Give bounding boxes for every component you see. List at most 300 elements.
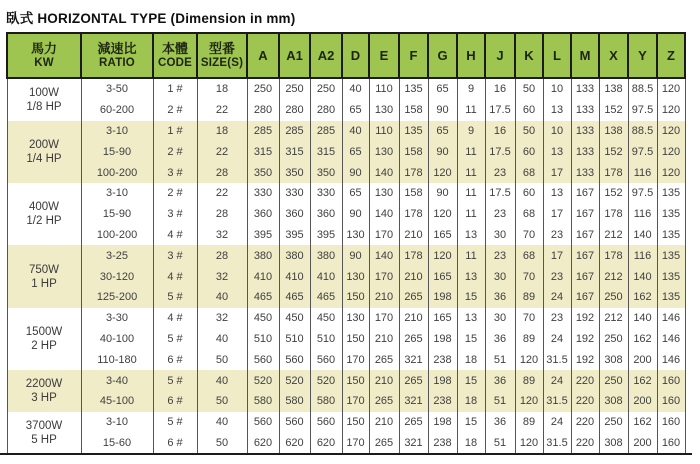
dim-cell-m: 167 [571,287,599,308]
dim-cell-g: 65 [428,78,457,100]
dim-cell-e: 265 [369,349,399,370]
dim-cell-x: 138 [599,78,628,100]
dim-cell-d: 150 [342,287,369,308]
dim-cell-f: 321 [399,433,428,455]
dim-cell-m: 167 [571,204,599,225]
dim-cell-g: 165 [428,308,457,329]
table-row [7,433,685,455]
dim-cell-h: 18 [457,433,485,455]
dim-cell-a: 465 [247,287,279,308]
dim-cell-l: 31.5 [543,391,571,412]
dim-cell-h: 13 [457,266,485,287]
dim-cell-a2: 580 [310,391,342,412]
dim-cell-k: 120 [515,349,543,370]
dim-cell-e: 265 [369,391,399,412]
dim-cell-d: 150 [342,370,369,391]
dim-cell-g: 165 [428,225,457,246]
dim-cell-a2: 510 [310,329,342,350]
code-cell: 5 # [153,329,197,350]
dim-cell-g: 238 [428,433,457,455]
dim-cell-z: 120 [657,141,685,162]
dim-cell-y: 162 [628,370,657,391]
dim-cell-z: 160 [657,370,685,391]
ratio-cell: 3-30 [81,308,153,329]
col-header-size-en: SIZE(S) [200,57,244,69]
ratio-cell: 40-100 [81,329,153,350]
size-cell: 22 [197,183,247,204]
size-cell: 28 [197,245,247,266]
dim-cell-k: 89 [515,287,543,308]
table-row [7,370,685,391]
dim-cell-a2: 280 [310,100,342,121]
dim-cell-h: 9 [457,121,485,142]
col-header-ratio [81,33,153,78]
dim-cell-a: 330 [247,183,279,204]
dim-cell-d: 90 [342,204,369,225]
dim-header-h: H [457,33,485,78]
dim-cell-a1: 380 [279,245,310,266]
dim-cell-e: 110 [369,78,399,100]
ratio-cell: 45-100 [81,391,153,412]
dim-cell-f: 178 [399,245,428,266]
dim-cell-l: 17 [543,204,571,225]
table-row [7,225,685,246]
code-cell: 4 # [153,308,197,329]
dim-cell-j: 51 [485,433,515,455]
dim-cell-e: 130 [369,100,399,121]
dim-cell-m: 133 [571,162,599,183]
dim-cell-a2: 350 [310,162,342,183]
size-cell: 50 [197,433,247,455]
size-cell: 32 [197,266,247,287]
dim-cell-l: 24 [543,412,571,433]
dim-cell-j: 30 [485,308,515,329]
dim-cell-k: 70 [515,225,543,246]
dim-cell-f: 135 [399,78,428,100]
dim-cell-d: 65 [342,141,369,162]
dim-cell-z: 160 [657,412,685,433]
col-header-code-en: CODE [157,57,193,69]
dim-cell-a: 620 [247,433,279,455]
dim-cell-m: 133 [571,141,599,162]
dim-cell-a: 560 [247,412,279,433]
dim-cell-y: 162 [628,412,657,433]
size-cell: 40 [197,287,247,308]
dim-header-j: J [485,33,515,78]
ratio-cell: 3-50 [81,78,153,100]
dim-cell-a2: 380 [310,245,342,266]
dim-cell-a: 285 [247,121,279,142]
dim-cell-a1: 620 [279,433,310,455]
dim-cell-l: 23 [543,266,571,287]
table-row [7,266,685,287]
dim-cell-m: 133 [571,78,599,100]
table-row [7,162,685,183]
code-cell: 5 # [153,412,197,433]
table-row [7,245,685,266]
code-cell: 6 # [153,433,197,455]
dim-cell-j: 36 [485,370,515,391]
code-cell: 3 # [153,162,197,183]
dim-cell-l: 24 [543,287,571,308]
table-row [7,391,685,412]
group-label: 750W 1 HP [7,245,81,307]
ratio-cell: 110-180 [81,349,153,370]
size-cell: 18 [197,78,247,100]
dim-cell-e: 210 [369,412,399,433]
size-cell: 32 [197,308,247,329]
dim-cell-m: 220 [571,391,599,412]
ratio-cell: 30-120 [81,266,153,287]
dim-cell-x: 308 [599,433,628,455]
dim-cell-k: 120 [515,391,543,412]
code-cell: 2 # [153,183,197,204]
dim-cell-x: 250 [599,287,628,308]
dim-header-a2: A2 [310,33,342,78]
dim-cell-d: 150 [342,329,369,350]
size-cell: 28 [197,204,247,225]
ratio-cell: 3-25 [81,245,153,266]
dim-cell-y: 162 [628,329,657,350]
dim-cell-d: 170 [342,349,369,370]
size-cell: 40 [197,412,247,433]
dim-cell-z: 135 [657,183,685,204]
dim-cell-h: 15 [457,287,485,308]
dim-cell-a: 250 [247,78,279,100]
dim-cell-a1: 250 [279,78,310,100]
ratio-cell: 3-10 [81,183,153,204]
dim-cell-x: 152 [599,100,628,121]
dim-cell-l: 31.5 [543,433,571,455]
dim-cell-x: 212 [599,308,628,329]
code-cell: 5 # [153,370,197,391]
table-row [7,308,685,329]
ratio-cell: 60-200 [81,100,153,121]
dim-cell-h: 9 [457,78,485,100]
dim-cell-y: 200 [628,433,657,455]
dim-cell-a1: 360 [279,204,310,225]
dim-cell-y: 162 [628,287,657,308]
dim-cell-e: 170 [369,225,399,246]
ratio-cell: 100-200 [81,225,153,246]
dim-cell-d: 40 [342,121,369,142]
dim-cell-z: 135 [657,266,685,287]
dim-cell-a2: 520 [310,370,342,391]
dim-cell-m: 220 [571,370,599,391]
ratio-cell: 15-60 [81,433,153,455]
dim-cell-a2: 450 [310,308,342,329]
dim-cell-z: 135 [657,287,685,308]
dim-cell-h: 15 [457,329,485,350]
dim-cell-a2: 250 [310,78,342,100]
dim-header-x: X [599,33,628,78]
col-header-code-zh: 本體 [161,41,188,56]
dim-cell-d: 170 [342,433,369,455]
dim-cell-m: 192 [571,308,599,329]
dim-cell-z: 146 [657,308,685,329]
dim-cell-a1: 280 [279,100,310,121]
table-row [7,287,685,308]
size-cell: 50 [197,391,247,412]
dim-cell-g: 120 [428,162,457,183]
dim-cell-l: 10 [543,78,571,100]
dim-cell-f: 210 [399,308,428,329]
dim-cell-k: 89 [515,329,543,350]
dim-cell-a1: 560 [279,412,310,433]
dim-cell-l: 17 [543,245,571,266]
dim-cell-a1: 580 [279,391,310,412]
ratio-cell: 3-10 [81,121,153,142]
size-cell: 18 [197,121,247,142]
dim-cell-d: 90 [342,162,369,183]
dim-cell-d: 65 [342,100,369,121]
dim-cell-d: 40 [342,78,369,100]
dim-cell-g: 90 [428,183,457,204]
dim-header-m: M [571,33,599,78]
dim-cell-e: 210 [369,370,399,391]
code-cell: 3 # [153,204,197,225]
dim-cell-a1: 395 [279,225,310,246]
dim-cell-h: 11 [457,204,485,225]
dim-cell-d: 150 [342,412,369,433]
dim-cell-f: 210 [399,266,428,287]
dim-cell-y: 140 [628,225,657,246]
dim-cell-y: 140 [628,266,657,287]
dim-cell-f: 158 [399,100,428,121]
dim-cell-h: 15 [457,370,485,391]
dim-cell-a2: 315 [310,141,342,162]
dim-cell-z: 120 [657,162,685,183]
table-row [7,183,685,204]
dim-header-g: G [428,33,457,78]
dim-cell-g: 198 [428,412,457,433]
dim-cell-e: 130 [369,141,399,162]
dim-cell-x: 212 [599,225,628,246]
dim-cell-e: 170 [369,266,399,287]
dim-cell-a: 510 [247,329,279,350]
ratio-cell: 3-40 [81,370,153,391]
dim-cell-x: 250 [599,370,628,391]
dim-cell-f: 321 [399,349,428,370]
code-cell: 3 # [153,245,197,266]
dim-cell-h: 11 [457,162,485,183]
dim-cell-j: 51 [485,349,515,370]
dim-cell-e: 140 [369,204,399,225]
size-cell: 22 [197,100,247,121]
group-label: 1500W 2 HP [7,308,81,370]
dim-cell-f: 265 [399,329,428,350]
dim-cell-k: 70 [515,266,543,287]
dim-cell-x: 178 [599,204,628,225]
code-cell: 6 # [153,349,197,370]
dim-cell-g: 198 [428,287,457,308]
dim-cell-j: 30 [485,225,515,246]
bottom-rule [0,453,692,455]
dim-cell-a2: 285 [310,121,342,142]
dim-cell-z: 120 [657,100,685,121]
dim-header-l: L [543,33,571,78]
dim-cell-h: 11 [457,183,485,204]
dim-cell-j: 51 [485,391,515,412]
dim-cell-a2: 620 [310,433,342,455]
table-row [7,121,685,142]
dim-header-e: E [369,33,399,78]
dim-cell-y: 116 [628,162,657,183]
dim-cell-a: 280 [247,100,279,121]
dim-header-k: K [515,33,543,78]
dim-cell-z: 120 [657,78,685,100]
dim-cell-a1: 285 [279,121,310,142]
dim-cell-f: 135 [399,121,428,142]
dim-cell-m: 133 [571,100,599,121]
dim-cell-e: 110 [369,121,399,142]
table-row [7,329,685,350]
code-cell: 1 # [153,121,197,142]
dim-cell-j: 17.5 [485,183,515,204]
dim-cell-a2: 410 [310,266,342,287]
table-row [7,412,685,433]
dim-cell-z: 135 [657,225,685,246]
dim-cell-l: 13 [543,183,571,204]
dim-cell-e: 130 [369,183,399,204]
dim-cell-d: 65 [342,183,369,204]
dim-cell-k: 89 [515,370,543,391]
col-header-power-en: KW [34,57,54,69]
dim-cell-j: 16 [485,78,515,100]
dim-cell-x: 308 [599,349,628,370]
dim-cell-a2: 330 [310,183,342,204]
dim-cell-a: 350 [247,162,279,183]
size-cell: 32 [197,225,247,246]
ratio-cell: 3-10 [81,412,153,433]
dim-cell-l: 13 [543,100,571,121]
dim-cell-k: 68 [515,204,543,225]
table-row [7,141,685,162]
dim-cell-z: 135 [657,204,685,225]
dim-cell-z: 146 [657,329,685,350]
dim-cell-y: 88.5 [628,78,657,100]
dim-cell-m: 192 [571,349,599,370]
dim-cell-a2: 560 [310,349,342,370]
dim-cell-k: 60 [515,100,543,121]
dim-cell-d: 130 [342,225,369,246]
size-cell: 50 [197,349,247,370]
dim-cell-x: 178 [599,162,628,183]
dim-cell-l: 31.5 [543,349,571,370]
dim-cell-x: 152 [599,183,628,204]
dimension-table [6,32,686,455]
dim-cell-g: 120 [428,204,457,225]
dim-cell-x: 138 [599,121,628,142]
dim-cell-k: 60 [515,183,543,204]
dim-header-y: Y [628,33,657,78]
dim-cell-d: 90 [342,245,369,266]
table-row [7,349,685,370]
group-label: 100W 1/8 HP [7,78,81,121]
dim-cell-a2: 560 [310,412,342,433]
dim-cell-a1: 465 [279,287,310,308]
dim-cell-m: 133 [571,121,599,142]
dim-cell-z: 160 [657,433,685,455]
dim-cell-y: 88.5 [628,121,657,142]
dim-cell-a2: 465 [310,287,342,308]
dim-cell-a1: 450 [279,308,310,329]
dim-cell-h: 18 [457,349,485,370]
dim-cell-f: 210 [399,225,428,246]
dim-cell-x: 178 [599,245,628,266]
dim-cell-a1: 410 [279,266,310,287]
dim-cell-y: 116 [628,204,657,225]
dim-cell-k: 89 [515,412,543,433]
dim-cell-y: 140 [628,308,657,329]
dim-cell-m: 167 [571,183,599,204]
dim-cell-x: 250 [599,329,628,350]
col-header-code [153,33,197,78]
dim-cell-a1: 560 [279,349,310,370]
dim-cell-a: 315 [247,141,279,162]
dim-cell-a: 450 [247,308,279,329]
code-cell: 1 # [153,78,197,100]
dim-cell-k: 50 [515,121,543,142]
dim-cell-l: 24 [543,329,571,350]
dim-cell-j: 23 [485,204,515,225]
code-cell: 6 # [153,391,197,412]
dim-cell-f: 178 [399,162,428,183]
col-header-size [197,33,247,78]
dim-cell-e: 210 [369,287,399,308]
dim-cell-k: 60 [515,141,543,162]
code-cell: 2 # [153,100,197,121]
dim-cell-e: 140 [369,245,399,266]
dim-cell-a: 410 [247,266,279,287]
dim-cell-a1: 330 [279,183,310,204]
code-cell: 2 # [153,141,197,162]
dim-cell-f: 178 [399,204,428,225]
dim-cell-z: 146 [657,349,685,370]
dim-cell-g: 120 [428,245,457,266]
dim-cell-g: 90 [428,100,457,121]
dim-cell-k: 68 [515,245,543,266]
dim-cell-k: 70 [515,308,543,329]
dim-cell-d: 130 [342,266,369,287]
dim-cell-m: 220 [571,412,599,433]
dim-cell-j: 17.5 [485,100,515,121]
dim-cell-j: 36 [485,329,515,350]
code-cell: 5 # [153,287,197,308]
dim-cell-j: 30 [485,266,515,287]
dim-cell-j: 36 [485,287,515,308]
dim-cell-a: 560 [247,349,279,370]
dim-cell-h: 13 [457,225,485,246]
ratio-cell: 15-90 [81,141,153,162]
dim-cell-m: 167 [571,266,599,287]
ratio-cell: 15-90 [81,204,153,225]
dim-cell-l: 10 [543,121,571,142]
size-cell: 22 [197,141,247,162]
dim-cell-f: 265 [399,287,428,308]
dim-cell-l: 23 [543,308,571,329]
dim-cell-a: 380 [247,245,279,266]
dim-cell-g: 238 [428,349,457,370]
page-title: 臥式 HORIZONTAL TYPE (Dimension in mm) [6,11,296,26]
dim-cell-a1: 520 [279,370,310,391]
dim-cell-e: 210 [369,329,399,350]
dim-cell-x: 212 [599,266,628,287]
dim-cell-f: 265 [399,370,428,391]
dim-cell-a1: 510 [279,329,310,350]
dim-cell-a2: 360 [310,204,342,225]
dim-cell-g: 238 [428,391,457,412]
